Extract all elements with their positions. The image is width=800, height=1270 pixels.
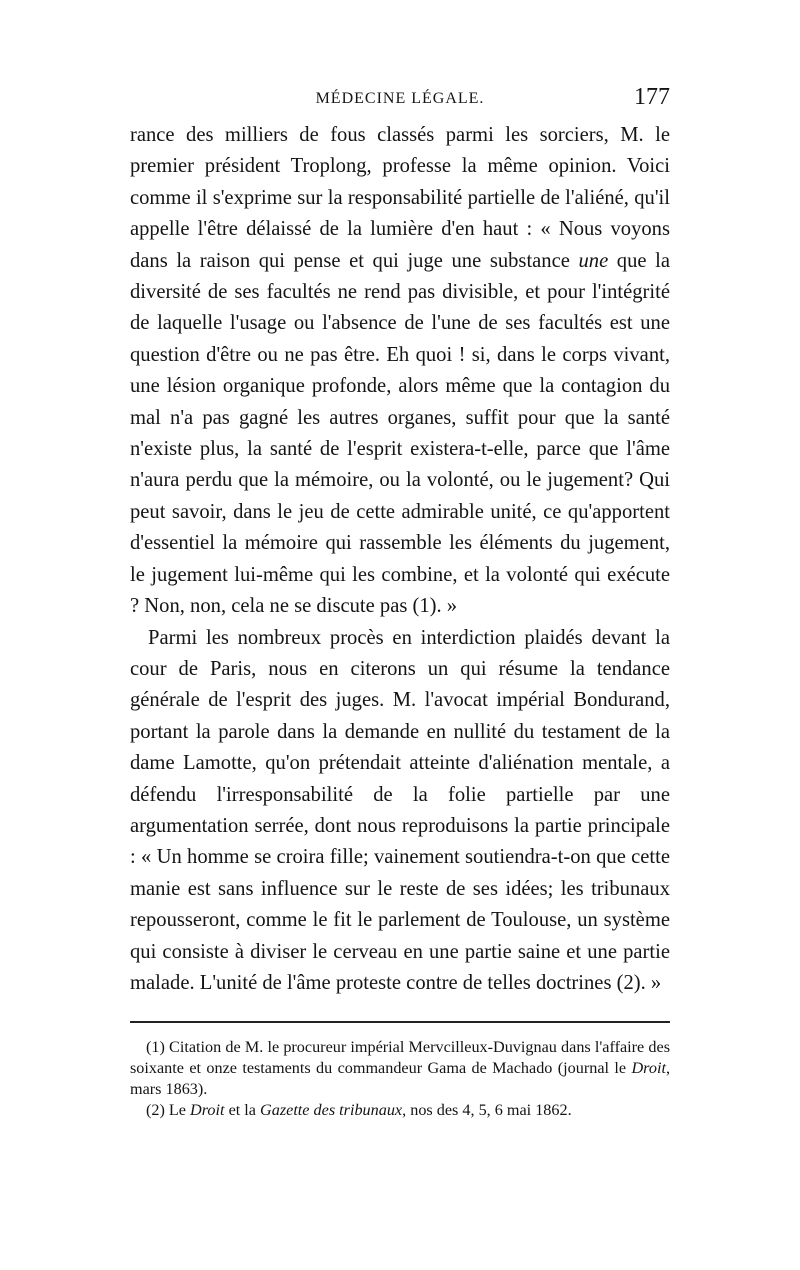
footnote-2 (130, 1100, 670, 1121)
paragraph-1-text-a: rance des milliers de fous classés parmi les sorciers, M. le premier président Troplong, professe la même opinion. Voici comme il s'exprime sur la responsabilité partielle de l'aliéné, qu'il appelle l'être délaissé de la lumière d'en haut : « Nous voyons dans la raison qui pense et qui juge une substance (130, 124, 670, 272)
footnote-1 (130, 1037, 670, 1100)
footnote-1-text-b: , mars 1863). (130, 1059, 670, 1099)
book-page (130, 84, 670, 1121)
paragraph-1-text-b: que la diversité de ses facultés ne rend pas divisible, et pour l'intégrité de laquelle l'usage ou l'absence de l'une de ses facultés est une question d'être ou ne pas être. Eh quoi ! si, dans le corps vivant, une lésion organique profonde, alors même que la contagion du mal n'a pas gagné les autres organes, suffit pour que la santé n'existe plus, la santé de l'esprit existera-t-elle, parce que l'âme n'aura perdu que la mémoire, ou la volonté, ou le jugement? Qui peut savoir, dans le jeu de cette admirable unité, ce qu'apportent d'essentiel la mémoire qui rassemble les éléments du jugement, le jugement lui-même qui les combine, et la volonté qui exécute ? Non, non, cela ne se discute pas (1). » (130, 249, 670, 618)
paragraph-2: Parmi les nombreux procès en interdiction plaidés devant la cour de Paris, nous en citerons un qui résume la tendance générale de l'esprit des juges. M. l'avocat impérial Bondurand, portant la parole dans la demande en nullité du testament de la dame Lamotte, qu'on prétendait atteinte d'aliénation mentale, a défendu l'irresponsabilité de la folie partielle par une argumentation serrée, dont nous reproduisons la partie principale : « Un homme se croira fille; vainement soutiendra-t-on que cette manie est sans influence sur le reste de ses idées; les tribunaux repousseront, comme le fit le parlement de Toulouse, un système qui consiste à diviser le cerveau en une partie saine et une partie malade. L'unité de l'âme proteste contre de telles doctrines (2). » (130, 626, 670, 994)
footnote-2-italic-2: Gazette des tribunaux (260, 1101, 403, 1120)
footnote-1-text-a: (1) Citation de M. le procureur impérial Mervcilleux-Duvignau dans l'affaire des soixante et onze testaments du commandeur Gama de Machado (journal le (130, 1038, 670, 1078)
page-header (130, 84, 670, 120)
footnote-2-text-a: (2) Le (146, 1101, 191, 1120)
footnote-2-text-b: et la (224, 1101, 261, 1120)
footnote-rule (130, 1021, 670, 1023)
footnote-2-italic-1: Droit (190, 1101, 225, 1120)
running-title: MÉDECINE LÉGALE. (315, 90, 485, 107)
body-text (130, 120, 670, 999)
paragraph-1 (130, 120, 670, 623)
footnote-2-text-c: , nos des 4, 5, 6 mai 1862. (402, 1101, 572, 1120)
footnote-1-italic: Droit (631, 1059, 666, 1078)
page-number: 177 (634, 84, 670, 110)
paragraph-1-italic: une (578, 249, 609, 272)
footnotes (130, 1037, 670, 1121)
